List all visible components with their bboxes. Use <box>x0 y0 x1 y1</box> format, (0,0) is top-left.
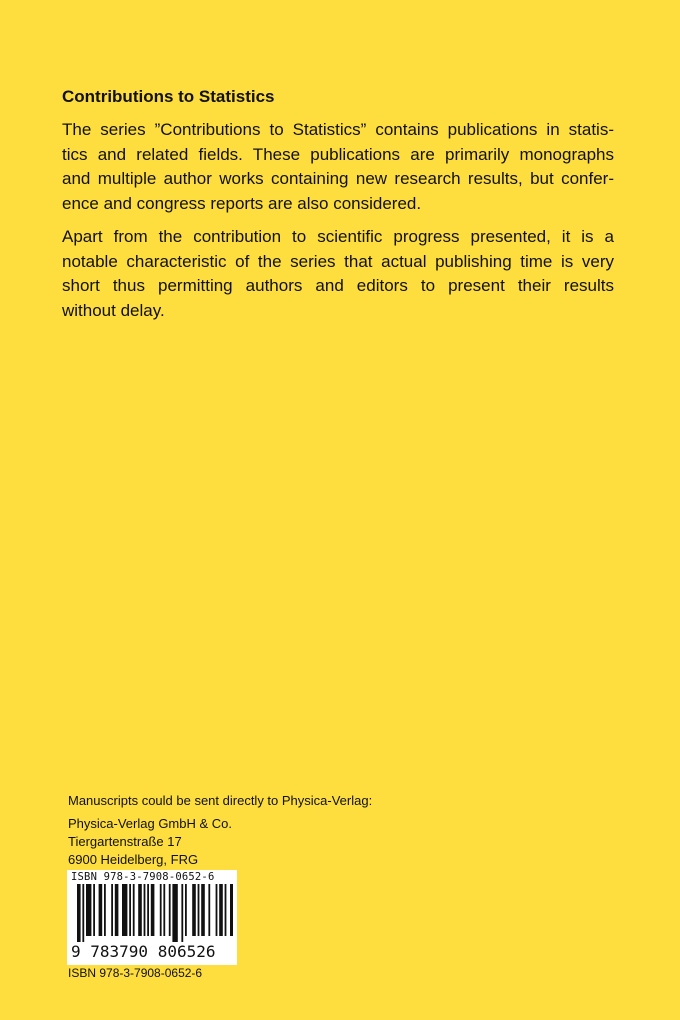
manuscripts-note: Manuscripts could be sent directly to Physica-Verlag: <box>68 793 373 808</box>
paragraph-2-line: Apart from the contribution to scientific progress presented, it is a <box>62 227 614 246</box>
publisher-name: Physica-Verlag GmbH & Co. <box>68 816 233 831</box>
barcode-bar <box>147 884 149 936</box>
barcode-bar <box>122 884 127 936</box>
barcode-bar <box>172 884 177 942</box>
paragraph-1-line: ence and congress reports are also considered. <box>62 193 422 213</box>
paragraph-1 <box>62 118 614 216</box>
barcode-bar <box>144 884 146 936</box>
barcode-bar <box>185 884 187 936</box>
barcode-bar <box>82 884 84 942</box>
paragraph-1-line: The series ”Contributions to Statistics” contains publications in statis- <box>62 120 614 139</box>
paragraph-2-line: short thus permitting authors and editors to present their results <box>62 276 614 295</box>
barcode-bar <box>151 884 155 936</box>
barcode-bar <box>111 884 113 936</box>
barcode-bar <box>230 884 233 936</box>
barcode-bar <box>86 884 91 936</box>
paragraph-1-line: tics and related fields. These publications are primarily monographs <box>62 144 614 164</box>
isbn-top-text: ISBN 978-3-7908-0652-6 <box>71 871 215 883</box>
barcode-bars <box>71 884 233 942</box>
barcode-bar <box>115 884 119 936</box>
publisher-city: 6900 Heidelberg, FRG <box>68 852 199 867</box>
barcode-label <box>67 870 237 965</box>
barcode-bar <box>160 884 162 936</box>
barcode-bar <box>93 884 95 936</box>
paragraph-1-line: and multiple author works containing new research results, but confer- <box>62 169 614 188</box>
barcode-bar <box>163 884 165 936</box>
paragraph-2-line: notable characteristic of the series that actual publishing time is very <box>62 251 614 271</box>
main-text-block <box>62 86 614 332</box>
barcode-bar <box>169 884 171 936</box>
barcode-digits: 9 783790 806526 <box>71 942 216 961</box>
series-title: Contributions to Statistics <box>62 87 275 106</box>
barcode-bar <box>198 884 200 936</box>
barcode-bar <box>104 884 106 936</box>
publisher-address-block <box>68 792 372 869</box>
barcode-bar <box>225 884 227 936</box>
publisher-street: Tiergartenstraße 17 <box>68 834 182 849</box>
isbn-bottom-text: ISBN 978-3-7908-0652-6 <box>68 966 203 980</box>
barcode-bar <box>129 884 131 936</box>
barcode-bar <box>201 884 205 936</box>
barcode-bar <box>133 884 135 936</box>
barcode-bar <box>192 884 196 936</box>
barcode-bar <box>219 884 223 936</box>
paragraph-2 <box>62 225 614 323</box>
barcode-bar <box>99 884 103 936</box>
barcode-bar <box>181 884 183 942</box>
paragraph-2-line: without delay. <box>62 300 165 320</box>
barcode-bar <box>77 884 81 942</box>
barcode-bar <box>216 884 218 936</box>
barcode-bar <box>138 884 142 936</box>
barcode-bar <box>208 884 210 936</box>
